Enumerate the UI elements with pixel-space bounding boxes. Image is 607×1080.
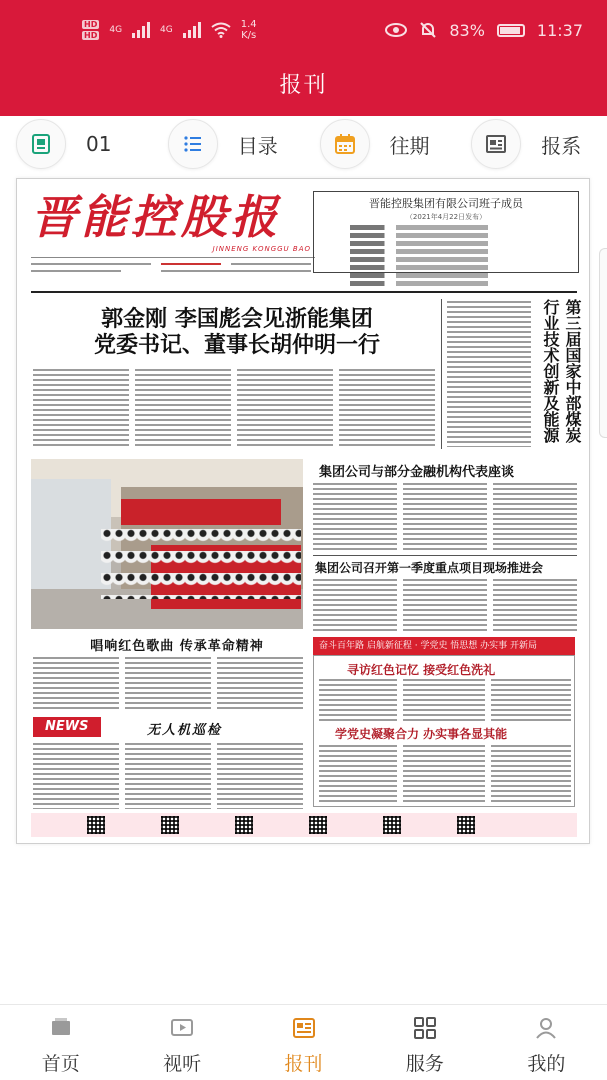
article-text bbox=[313, 579, 397, 633]
qr-code-icon bbox=[235, 816, 253, 834]
nav-profile[interactable] bbox=[486, 1005, 607, 1080]
status-bar bbox=[82, 16, 583, 44]
nav-newspaper-label: 报刊 bbox=[284, 1053, 323, 1075]
network-type-a: 4G bbox=[109, 25, 123, 35]
speed-value: 1.4 bbox=[240, 19, 257, 30]
box-title-2[interactable]: 学党史凝聚合力 办实事各显其能 bbox=[335, 727, 508, 741]
news-logo: NEWS bbox=[33, 717, 101, 737]
signal-bars-icon bbox=[183, 22, 201, 38]
article-text bbox=[403, 679, 485, 721]
hd-badge: HD bbox=[84, 31, 98, 40]
article-text bbox=[33, 743, 119, 809]
article-text bbox=[125, 657, 211, 711]
article-text bbox=[491, 745, 571, 803]
side-headline[interactable]: 第三届国家中部煤炭行业技术创新及能源 bbox=[541, 299, 582, 443]
divider bbox=[31, 291, 577, 293]
battery-icon bbox=[497, 24, 525, 37]
top-bar bbox=[0, 0, 607, 116]
mute-bell-icon bbox=[419, 21, 437, 39]
paper-footer bbox=[31, 813, 577, 837]
grid-icon bbox=[412, 1015, 438, 1041]
wifi-icon bbox=[211, 22, 231, 38]
tab-contents-label: 目录 bbox=[237, 133, 278, 158]
article-text bbox=[217, 743, 303, 809]
video-icon bbox=[169, 1015, 195, 1041]
nav-video-label: 视听 bbox=[163, 1053, 202, 1075]
article-text bbox=[217, 657, 303, 711]
article-text bbox=[319, 679, 397, 721]
article-text bbox=[125, 743, 211, 809]
article-text bbox=[33, 369, 129, 447]
nav-home[interactable] bbox=[0, 1005, 121, 1080]
newspaper-icon bbox=[291, 1015, 317, 1041]
side-drawer-handle[interactable] bbox=[599, 248, 607, 438]
qr-code-icon bbox=[87, 816, 105, 834]
tab-past-issues[interactable] bbox=[320, 119, 456, 169]
headline-line-2: 党委书记、董事长胡仲明一行 bbox=[93, 333, 380, 358]
signal-bars-icon bbox=[132, 22, 150, 38]
article-text bbox=[339, 369, 435, 447]
subhead-project[interactable]: 集团公司召开第一季度重点项目现场推进会 bbox=[315, 561, 544, 575]
article-text bbox=[33, 657, 119, 711]
article-text bbox=[493, 483, 577, 553]
tab-page-label: 01 bbox=[86, 132, 112, 156]
status-right bbox=[385, 21, 583, 40]
eye-icon bbox=[385, 23, 407, 37]
tab-newspaper-series-label: 报系 bbox=[541, 133, 582, 158]
user-icon bbox=[533, 1015, 559, 1041]
newspaper-icon bbox=[471, 119, 521, 169]
leaders-date: （2021年4月22日发布） bbox=[405, 213, 487, 221]
article-text bbox=[491, 679, 571, 721]
nav-services[interactable] bbox=[364, 1005, 485, 1080]
page-icon bbox=[16, 119, 66, 169]
article-text bbox=[403, 745, 485, 803]
hd-badges bbox=[82, 19, 99, 41]
hd-badge: HD bbox=[84, 20, 98, 29]
battery-percent: 83% bbox=[449, 20, 485, 40]
theme-banner: 奋斗百年路 启航新征程 · 学党史 悟思想 办实事 开新局 bbox=[313, 637, 575, 655]
masthead bbox=[31, 191, 315, 269]
qr-code-icon bbox=[309, 816, 327, 834]
list-icon bbox=[168, 119, 218, 169]
edition-toolbar bbox=[0, 118, 607, 170]
leaders-title: 晋能控股集团有限公司班子成员 bbox=[369, 197, 523, 210]
main-headline[interactable] bbox=[37, 307, 437, 359]
qr-code-icon bbox=[161, 816, 179, 834]
network-type-b: 4G bbox=[160, 25, 173, 35]
news-title[interactable]: 无人机巡检 bbox=[147, 723, 223, 738]
qr-code-icon bbox=[383, 816, 401, 834]
masthead-title: 晋能控股报 bbox=[31, 190, 281, 244]
divider bbox=[441, 299, 442, 449]
subhead-finance[interactable]: 集团公司与部分金融机构代表座谈 bbox=[319, 465, 515, 480]
qr-code-icon bbox=[457, 816, 475, 834]
divider bbox=[313, 555, 577, 556]
nav-profile-label: 我的 bbox=[527, 1053, 566, 1075]
tab-contents[interactable] bbox=[168, 119, 304, 169]
home-icon bbox=[48, 1015, 74, 1041]
clock: 11:37 bbox=[536, 20, 583, 40]
article-text bbox=[319, 745, 397, 803]
nav-services-label: 服务 bbox=[405, 1053, 444, 1075]
leaders-box bbox=[313, 191, 579, 273]
box-title-1[interactable]: 寻访红色记忆 接受红色洗礼 bbox=[347, 663, 496, 677]
newspaper-page[interactable] bbox=[16, 178, 590, 844]
article-text bbox=[403, 579, 487, 633]
masthead-pinyin: JINNENG KONGGU BAO bbox=[212, 245, 311, 253]
article-text bbox=[313, 483, 397, 553]
network-speed bbox=[241, 19, 257, 41]
tab-page[interactable] bbox=[16, 119, 152, 169]
speed-unit: K/s bbox=[241, 30, 257, 41]
photo-caption: 唱响红色歌曲 传承革命精神 bbox=[90, 639, 264, 654]
tab-newspaper-series[interactable] bbox=[471, 119, 607, 169]
article-text bbox=[135, 369, 231, 447]
calendar-icon bbox=[320, 119, 370, 169]
nav-video[interactable] bbox=[121, 1005, 242, 1080]
news-photo[interactable] bbox=[31, 459, 303, 629]
nav-home-label: 首页 bbox=[41, 1053, 80, 1075]
tab-past-issues-label: 往期 bbox=[389, 133, 430, 158]
masthead-info bbox=[31, 257, 315, 277]
headline-line-1: 郭金刚 李国彪会见浙能集团 bbox=[101, 307, 373, 332]
article-text bbox=[447, 301, 531, 447]
network-indicators bbox=[82, 19, 257, 41]
nav-newspaper[interactable] bbox=[243, 1005, 364, 1080]
article-text bbox=[237, 369, 333, 447]
bottom-nav bbox=[0, 1004, 607, 1080]
article-text bbox=[403, 483, 487, 553]
article-text bbox=[493, 579, 577, 633]
page-title: 报刊 bbox=[279, 73, 328, 98]
